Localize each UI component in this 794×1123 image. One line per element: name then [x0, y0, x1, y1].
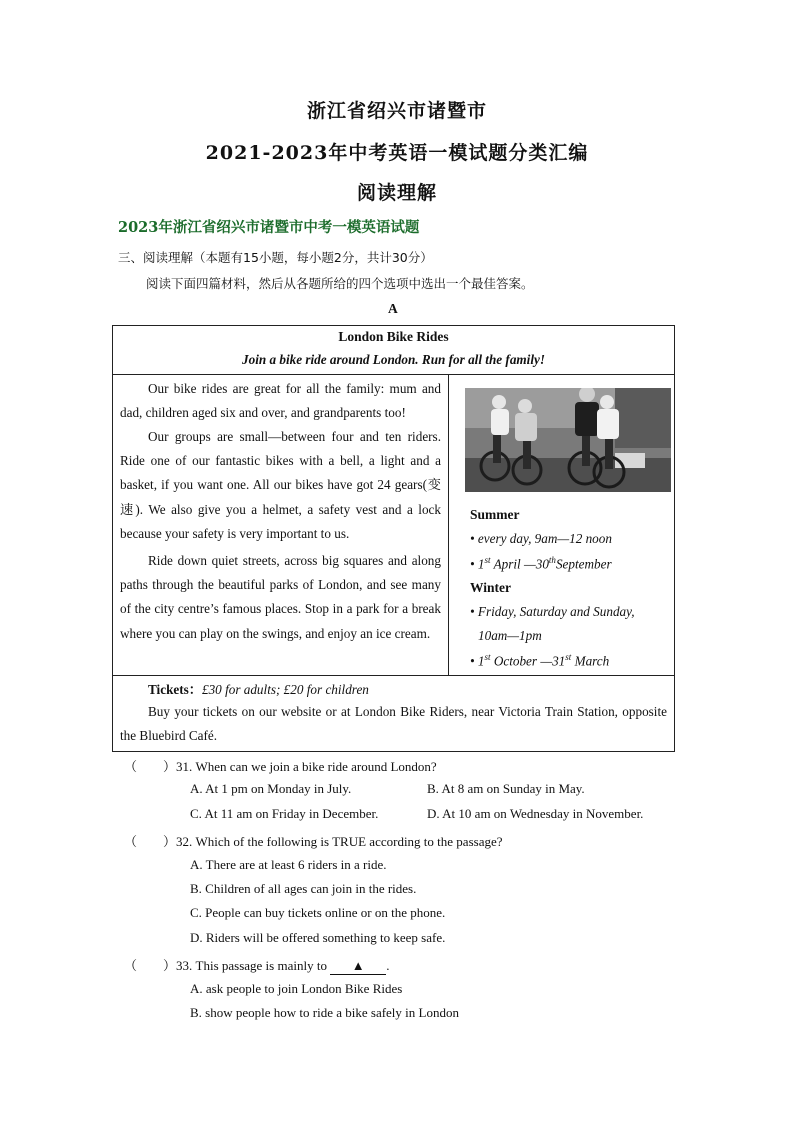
summer-heading: Summer: [470, 507, 520, 522]
answer-bracket[interactable]: （ ）: [124, 834, 177, 849]
passage-label: A: [388, 301, 398, 316]
advert-paragraph-3: Ride down quiet streets, across big squares and along paths through the beautiful parks of London, and see many of the city centre’s famous places. Stop in a park for a break where you can play on the swings, and enjoy an ice cream.: [120, 553, 441, 641]
answer-bracket[interactable]: （ ）: [124, 958, 177, 973]
summer-dates: • 1st April —30thSeptember: [470, 555, 612, 572]
advert-paragraph-2: Our groups are small—between four and ten riders. Ride one of our fantastic bikes with a bell, a light and a basket, if you want one. All our bikes have got 24 gears(变速). We also give you a helmet, a safety vest and a lock because your safety is very important to us.: [120, 429, 441, 541]
question-31: （ ）31. When can we join a bike ride around London?: [124, 759, 437, 774]
question-31-option-d: D. At 10 am on Wednesday in November.: [427, 806, 644, 821]
question-32-option-a: A. There are at least 6 riders in a ride.: [190, 857, 387, 872]
advert-paragraph-1: Our bike rides are great for all the family: mum and dad, children aged six and over, and grandparents too!: [120, 381, 441, 421]
tickets-info: Buy your tickets on our website or at London Bike Riders, near Victoria Train Station, opposite the Bluebird Café.: [120, 704, 667, 744]
answer-bracket[interactable]: （ ）: [124, 759, 177, 774]
winter-hours: 10am—1pm: [478, 628, 542, 643]
divider: [113, 675, 674, 676]
question-32-option-b: B. Children of all ages can join in the rides.: [190, 881, 417, 896]
page-title-line-3: 阅读理解: [356, 182, 437, 204]
cyclists-photo-illustration: [465, 388, 671, 492]
advert-title: London Bike Rides: [338, 329, 449, 344]
question-32-option-c: C. People can buy tickets online or on the phone.: [190, 905, 446, 920]
section-heading: 三、阅读理解（本题有15小题，每小题2分，共计30分）: [118, 250, 433, 265]
advert-subtitle: Join a bike ride around London. Run for all the family!: [242, 352, 545, 367]
question-33: （ ）33. This passage is mainly to ▲ .: [124, 958, 390, 973]
question-32-option-d: D. Riders will be offered something to keep safe.: [190, 930, 446, 945]
question-33-option-b: B. show people how to ride a bike safely in London: [190, 1005, 459, 1020]
tickets-line: Tickets：£30 for adults; £20 for children: [148, 682, 369, 697]
winter-heading: Winter: [470, 580, 511, 595]
cyclists-photo: [465, 388, 671, 492]
question-31-option-c: C. At 11 am on Friday in December.: [190, 806, 379, 821]
question-33-option-a: A. ask people to join London Bike Rides: [190, 981, 403, 996]
exam-title: 2023年浙江省绍兴市诸暨市中考一模英语试题: [118, 219, 420, 236]
page-title-line-2: 2021-2023年中考英语一模试题分类汇编: [205, 142, 589, 164]
instruction: 阅读下面四篇材料，然后从各题所给的四个选项中选出一个最佳答案。: [146, 276, 534, 291]
summer-times: • every day, 9am—12 noon: [470, 531, 612, 546]
page-title-line-1: 浙江省绍兴市诸暨市: [306, 100, 487, 122]
answer-blank: ▲: [330, 958, 386, 975]
winter-dates: • 1st October —31st March: [470, 652, 610, 669]
divider: [113, 374, 674, 375]
winter-days: • Friday, Saturday and Sunday,: [470, 604, 635, 619]
question-31-option-a: A. At 1 pm on Monday in July.: [190, 781, 352, 796]
question-32: （ ）32. Which of the following is TRUE according to the passage?: [124, 834, 503, 849]
question-31-option-b: B. At 8 am on Sunday in May.: [427, 781, 585, 796]
divider: [448, 374, 449, 675]
